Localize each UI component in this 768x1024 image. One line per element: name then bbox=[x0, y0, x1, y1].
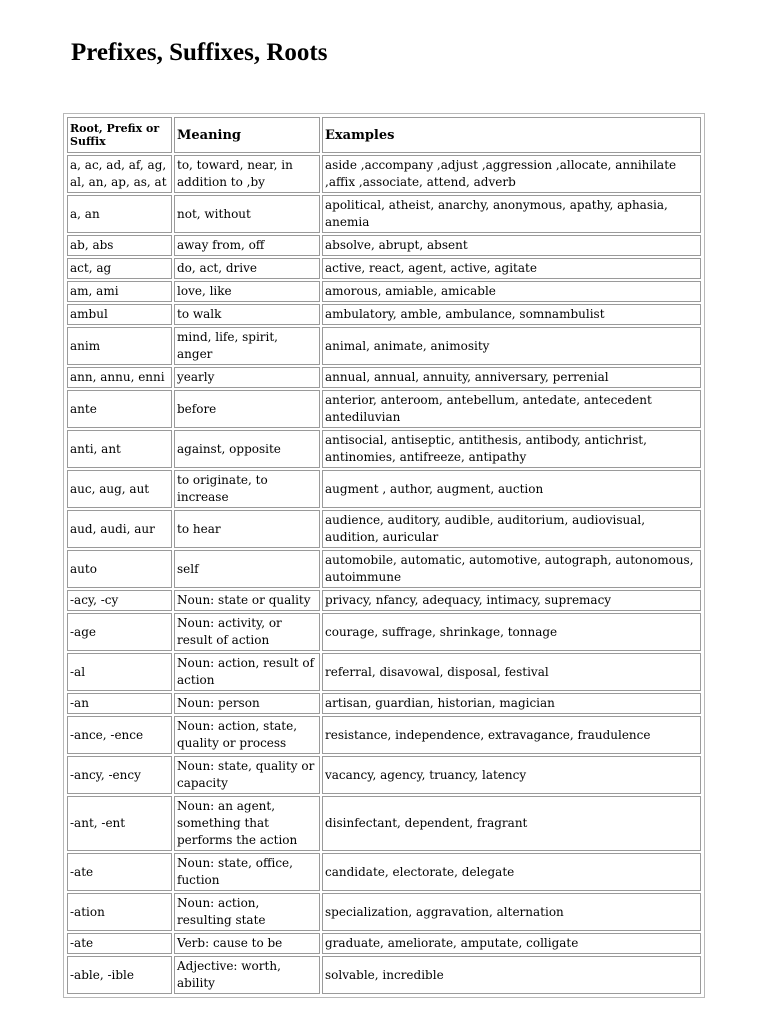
table-row bbox=[67, 796, 701, 851]
cell-meaning: Noun: state, quality or capacity bbox=[174, 756, 320, 794]
cell-root: -ant, -ent bbox=[67, 796, 172, 851]
cell-meaning: against, opposite bbox=[174, 430, 320, 468]
cell-meaning: to hear bbox=[174, 510, 320, 548]
cell-meaning: Noun: state, office, fuction bbox=[174, 853, 320, 891]
table-row bbox=[67, 281, 701, 302]
cell-examples: specialization, aggravation, alternation bbox=[322, 893, 701, 931]
table-row bbox=[67, 390, 701, 428]
cell-meaning: before bbox=[174, 390, 320, 428]
cell-root: anti, ant bbox=[67, 430, 172, 468]
table-row bbox=[67, 550, 701, 588]
cell-examples: referral, disavowal, disposal, festival bbox=[322, 653, 701, 691]
cell-examples: courage, suffrage, shrinkage, tonnage bbox=[322, 613, 701, 651]
cell-meaning: not, without bbox=[174, 195, 320, 233]
table-row bbox=[67, 327, 701, 365]
table-row bbox=[67, 893, 701, 931]
cell-examples: aside ,accompany ,adjust ,aggression ,allocate, annihilate ,affix ,associate, attend, adverb bbox=[322, 155, 701, 193]
cell-examples: resistance, independence, extravagance, fraudulence bbox=[322, 716, 701, 754]
cell-examples: anterior, anteroom, antebellum, antedate, antecedent antediluvian bbox=[322, 390, 701, 428]
table-row bbox=[67, 304, 701, 325]
cell-root: aud, audi, aur bbox=[67, 510, 172, 548]
cell-examples: annual, annual, annuity, anniversary, perrenial bbox=[322, 367, 701, 388]
cell-meaning: Noun: an agent, something that performs the action bbox=[174, 796, 320, 851]
table-row bbox=[67, 367, 701, 388]
cell-root: -ancy, -ency bbox=[67, 756, 172, 794]
cell-meaning: love, like bbox=[174, 281, 320, 302]
cell-root: -ate bbox=[67, 933, 172, 954]
cell-root: anim bbox=[67, 327, 172, 365]
table-row bbox=[67, 933, 701, 954]
cell-meaning: Noun: action, result of action bbox=[174, 653, 320, 691]
table-row bbox=[67, 195, 701, 233]
cell-meaning: self bbox=[174, 550, 320, 588]
page-title: Prefixes, Suffixes, Roots bbox=[71, 39, 328, 66]
cell-meaning: Noun: action, resulting state bbox=[174, 893, 320, 931]
cell-meaning: to, toward, near, in addition to ,by bbox=[174, 155, 320, 193]
cell-meaning: Noun: person bbox=[174, 693, 320, 714]
header-examples: Examples bbox=[322, 117, 701, 153]
table-row bbox=[67, 956, 701, 994]
cell-examples: automobile, automatic, automotive, autograph, autonomous, autoimmune bbox=[322, 550, 701, 588]
cell-examples: privacy, nfancy, adequacy, intimacy, supremacy bbox=[322, 590, 701, 611]
cell-root: a, ac, ad, af, ag, al, an, ap, as, at bbox=[67, 155, 172, 193]
cell-meaning: do, act, drive bbox=[174, 258, 320, 279]
cell-examples: augment , author, augment, auction bbox=[322, 470, 701, 508]
table-row bbox=[67, 853, 701, 891]
cell-examples: disinfectant, dependent, fragrant bbox=[322, 796, 701, 851]
cell-examples: animal, animate, animosity bbox=[322, 327, 701, 365]
cell-examples: solvable, incredible bbox=[322, 956, 701, 994]
table-header-row bbox=[67, 117, 701, 153]
cell-examples: graduate, ameliorate, amputate, colligate bbox=[322, 933, 701, 954]
cell-root: -acy, -cy bbox=[67, 590, 172, 611]
table-row bbox=[67, 155, 701, 193]
table-row bbox=[67, 590, 701, 611]
table-row bbox=[67, 693, 701, 714]
prefix-suffix-table bbox=[63, 113, 705, 998]
cell-examples: vacancy, agency, truancy, latency bbox=[322, 756, 701, 794]
cell-meaning: to originate, to increase bbox=[174, 470, 320, 508]
cell-examples: candidate, electorate, delegate bbox=[322, 853, 701, 891]
cell-root: ambul bbox=[67, 304, 172, 325]
table-row bbox=[67, 235, 701, 256]
cell-root: -ate bbox=[67, 853, 172, 891]
cell-examples: ambulatory, amble, ambulance, somnambulist bbox=[322, 304, 701, 325]
table-row bbox=[67, 430, 701, 468]
cell-root: ann, annu, enni bbox=[67, 367, 172, 388]
header-meaning: Meaning bbox=[174, 117, 320, 153]
cell-root: act, ag bbox=[67, 258, 172, 279]
cell-meaning: mind, life, spirit, anger bbox=[174, 327, 320, 365]
table-row bbox=[67, 470, 701, 508]
cell-examples: artisan, guardian, historian, magician bbox=[322, 693, 701, 714]
cell-root: ab, abs bbox=[67, 235, 172, 256]
cell-root: -ation bbox=[67, 893, 172, 931]
cell-root: auto bbox=[67, 550, 172, 588]
table-row bbox=[67, 716, 701, 754]
cell-examples: active, react, agent, active, agitate bbox=[322, 258, 701, 279]
cell-examples: amorous, amiable, amicable bbox=[322, 281, 701, 302]
cell-root: am, ami bbox=[67, 281, 172, 302]
table-row bbox=[67, 756, 701, 794]
cell-examples: apolitical, atheist, anarchy, anonymous, apathy, aphasia, anemia bbox=[322, 195, 701, 233]
cell-root: -ance, -ence bbox=[67, 716, 172, 754]
table-body bbox=[67, 155, 701, 994]
cell-meaning: yearly bbox=[174, 367, 320, 388]
table-row bbox=[67, 510, 701, 548]
cell-meaning: Adjective: worth, ability bbox=[174, 956, 320, 994]
cell-examples: audience, auditory, audible, auditorium, audiovisual, audition, auricular bbox=[322, 510, 701, 548]
cell-meaning: to walk bbox=[174, 304, 320, 325]
cell-root: -al bbox=[67, 653, 172, 691]
table-row bbox=[67, 613, 701, 651]
cell-examples: antisocial, antiseptic, antithesis, antibody, antichrist, antinomies, antifreeze, antipathy bbox=[322, 430, 701, 468]
header-root: Root, Prefix or Suffix bbox=[67, 117, 172, 153]
cell-root: a, an bbox=[67, 195, 172, 233]
cell-meaning: away from, off bbox=[174, 235, 320, 256]
cell-meaning: Noun: state or quality bbox=[174, 590, 320, 611]
cell-root: ante bbox=[67, 390, 172, 428]
cell-root: -able, -ible bbox=[67, 956, 172, 994]
cell-root: -an bbox=[67, 693, 172, 714]
cell-meaning: Noun: activity, or result of action bbox=[174, 613, 320, 651]
table-row bbox=[67, 258, 701, 279]
cell-examples: absolve, abrupt, absent bbox=[322, 235, 701, 256]
cell-root: -age bbox=[67, 613, 172, 651]
table-row bbox=[67, 653, 701, 691]
cell-root: auc, aug, aut bbox=[67, 470, 172, 508]
cell-meaning: Noun: action, state, quality or process bbox=[174, 716, 320, 754]
cell-meaning: Verb: cause to be bbox=[174, 933, 320, 954]
